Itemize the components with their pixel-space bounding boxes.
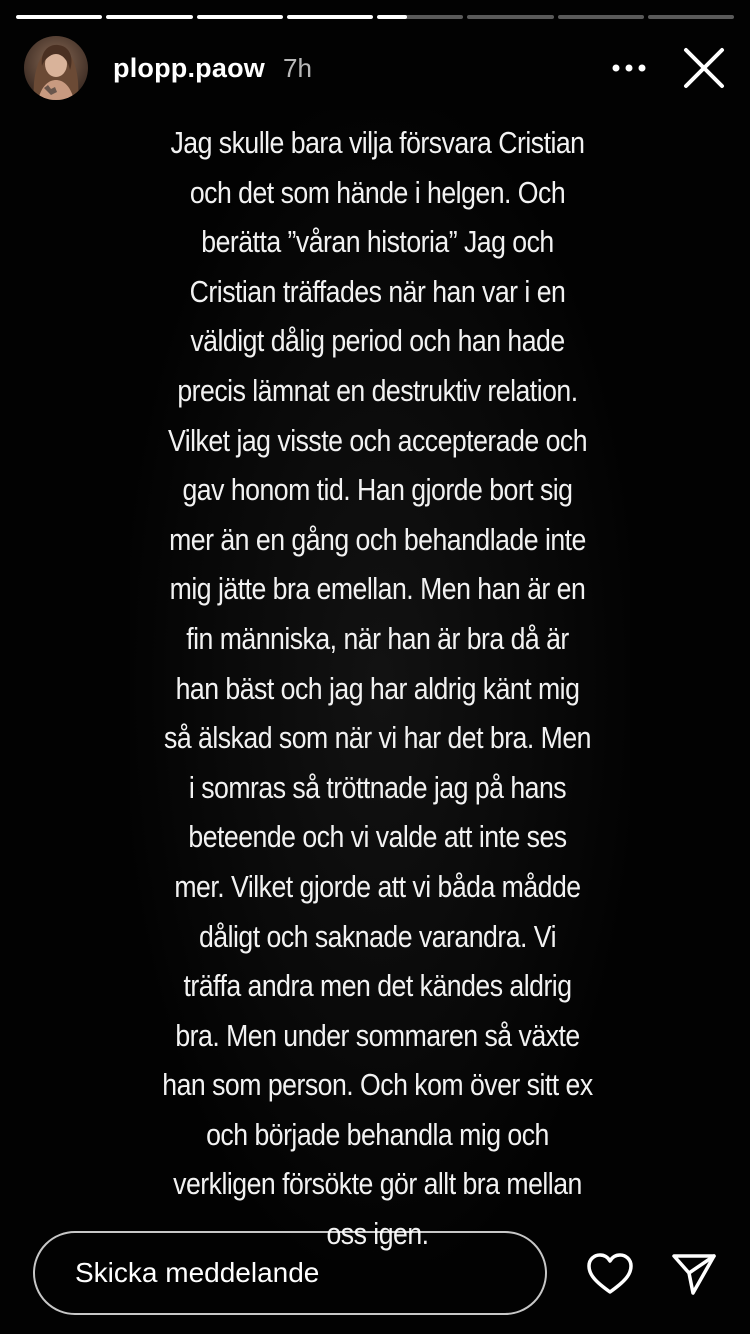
story-text-line: och började behandla mig och bbox=[206, 1116, 549, 1152]
story-text-line: Jag skulle bara vilja försvara Cristian bbox=[170, 125, 585, 160]
story-text-line: berätta ”våran historia” Jag och bbox=[201, 224, 554, 260]
story-text bbox=[135, 118, 621, 1259]
avatar-photo bbox=[24, 36, 88, 100]
story-text-line: väldigt dålig period och han hade bbox=[190, 323, 565, 359]
story-text-line: mig jätte bra emellan. Men han är en bbox=[169, 571, 586, 607]
story-text-line: i somras så tröttnade jag på hans bbox=[188, 769, 567, 805]
story-text-line: Cristian träffades när han var i en bbox=[189, 273, 566, 309]
more-options-button[interactable] bbox=[604, 43, 654, 93]
story-text-line: mer. Vilket gjorde att vi båda mådde bbox=[174, 868, 581, 904]
story-text-line: bra. Men under sommaren så växte bbox=[175, 1017, 580, 1053]
story-text-line: han som person. Och kom över sitt ex bbox=[162, 1067, 593, 1103]
story-text-line: beteende och vi valde att inte ses bbox=[188, 819, 567, 855]
send-button[interactable] bbox=[668, 1248, 720, 1300]
username[interactable]: plopp.paow bbox=[113, 52, 265, 83]
story-text-line: fin människa, när han är bra då är bbox=[186, 620, 569, 656]
story-text-line: Vilket jag visste och accepterade och bbox=[167, 422, 588, 458]
story-text-line: oss igen. bbox=[326, 1216, 429, 1252]
story-text-line: träffa andra men det kändes aldrig bbox=[183, 968, 572, 1004]
story-progress-bar bbox=[16, 15, 734, 19]
heart-icon bbox=[586, 1252, 634, 1296]
progress-segment bbox=[287, 15, 373, 19]
more-horizontal-icon bbox=[612, 63, 646, 73]
progress-segment bbox=[16, 15, 102, 19]
progress-segment-fill bbox=[287, 15, 373, 19]
story-text-line: verkligen försökte gör allt bra mellan bbox=[173, 1166, 582, 1202]
progress-segment bbox=[197, 15, 283, 19]
story-text-line: precis lämnat en destruktiv relation. bbox=[177, 372, 578, 408]
progress-segment bbox=[648, 15, 734, 19]
progress-segment bbox=[467, 15, 553, 19]
close-icon bbox=[683, 47, 725, 89]
progress-segment-fill bbox=[16, 15, 102, 19]
progress-segment-fill bbox=[197, 15, 283, 19]
story-text-line: dåligt och saknade varandra. Vi bbox=[198, 918, 557, 954]
story-text-line: mer än en gång och behandlade inte bbox=[169, 521, 586, 557]
like-button[interactable] bbox=[584, 1250, 636, 1298]
story-text-line: gav honom tid. Han gjorde bort sig bbox=[182, 472, 573, 508]
progress-segment bbox=[377, 15, 463, 19]
progress-segment-fill bbox=[377, 15, 407, 19]
story-header bbox=[24, 36, 732, 100]
story-text-line: han bäst och jag har aldrig känt mig bbox=[175, 670, 580, 706]
post-time: 7h bbox=[282, 52, 312, 83]
message-placeholder: Skicka meddelande bbox=[75, 1257, 320, 1288]
progress-segment bbox=[106, 15, 192, 19]
send-icon bbox=[671, 1251, 717, 1297]
progress-segment-fill bbox=[106, 15, 192, 19]
story-text-line: så älskad som när vi har det bra. Men bbox=[164, 720, 591, 756]
progress-segment bbox=[558, 15, 644, 19]
message-input[interactable] bbox=[33, 1231, 547, 1315]
story-text-line: och det som hände i helgen. Och bbox=[189, 174, 566, 210]
close-button[interactable] bbox=[676, 40, 732, 96]
avatar[interactable] bbox=[24, 36, 88, 100]
